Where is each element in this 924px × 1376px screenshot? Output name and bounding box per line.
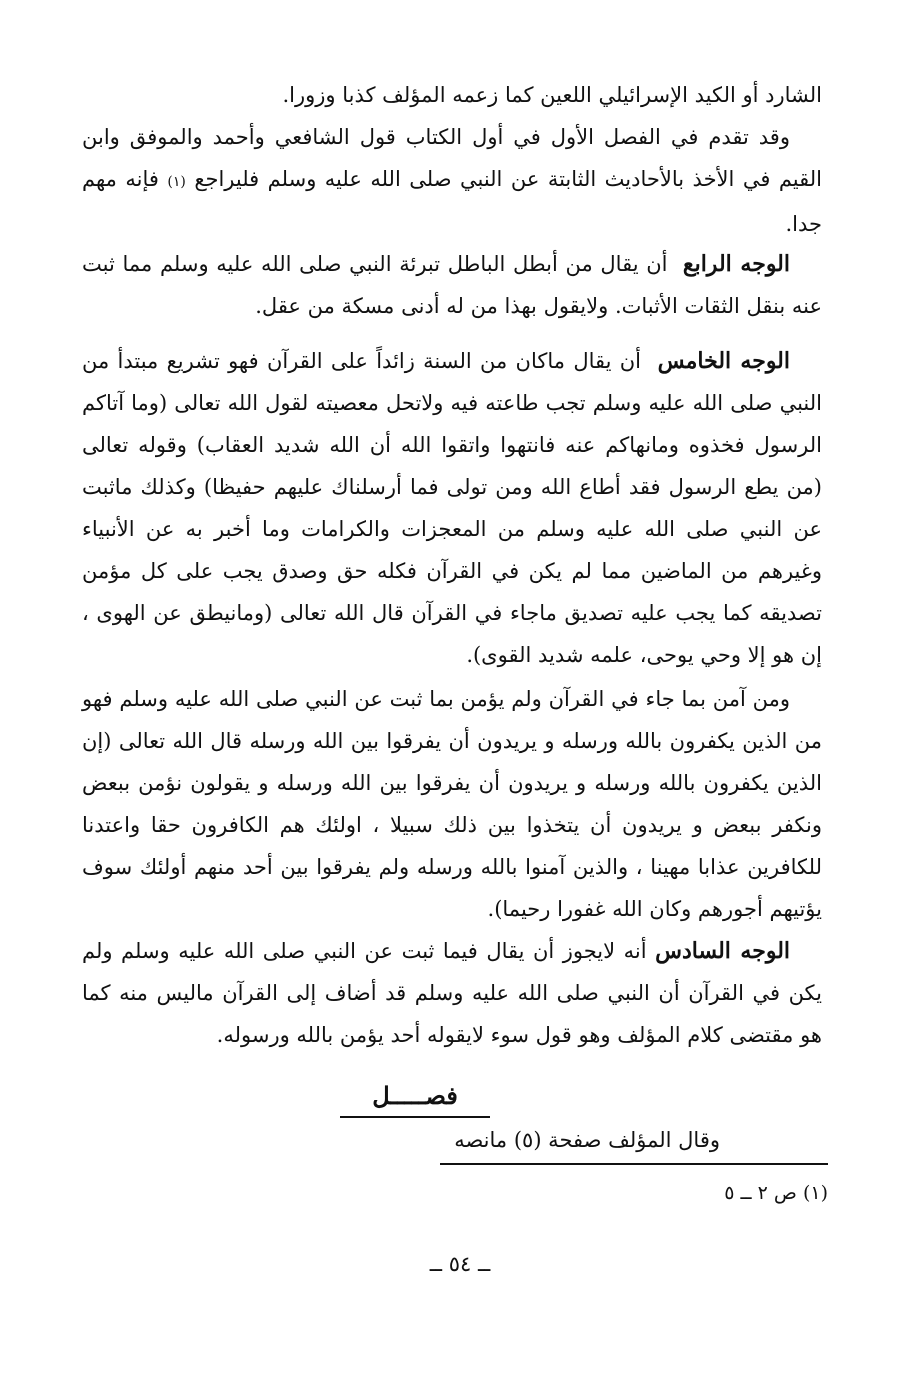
footnote-divider <box>440 1163 828 1165</box>
footnote-reference: (١) <box>167 174 186 190</box>
sixth-aspect-heading: الوجه السادس <box>655 938 791 964</box>
paragraph-fifth-aspect <box>82 340 822 676</box>
sixth-aspect-text: أنه لايجوز أن يقال فيما ثبت عن النبي صلى الله عليه وسلم ولم يكن في القرآن أن النبي صلى الله عليه وسلم قد أضاف إلى القرآن ماليس منه كما هو مقتضى كلام المؤلف وهو قول سوء لايقوله أحد يؤمن بالله ورسوله. <box>82 939 822 1047</box>
paragraph-2-tail: فإنه مهم جدا. <box>82 167 822 236</box>
fifth-aspect-heading: الوجه الخامس <box>657 348 790 374</box>
section-title: فصـــــل <box>340 1076 490 1118</box>
paragraph-2 <box>82 116 822 245</box>
paragraph-fourth-aspect <box>82 243 822 327</box>
paragraph-5 <box>82 678 822 930</box>
paragraph-2-text: وقد تقدم في الفصل الأول في أول الكتاب قول الشافعي وأحمد والموفق وابن القيم في الأخذ بالأحاديث الثابتة عن النبي صلى الله عليه وسلم فليراجع <box>82 125 822 191</box>
fourth-aspect-heading: الوجه الرابع <box>682 251 790 277</box>
paragraph-sixth-aspect <box>82 930 822 1056</box>
paragraph-1-text: الشارد أو الكيد الإسرائيلي اللعين كما زعمه المؤلف كذبا وزورا. <box>282 83 822 107</box>
fifth-aspect-text: أن يقال ماكان من السنة زائداً على القرآن فهو تشريع مبتدأ من النبي صلى الله عليه وسلم تجب طاعته فيه ولاتحل معصيته لقول الله تعالى (وما آتاكم الرسول فخذوه ومانهاكم عنه فانتهوا واتقوا الله أن الله شديد العقاب) وقوله تعالى (من يطع الرسول فقد أطاع الله ومن تولى فما أرسلناك عليهم حفيظا) وكذلك ماثبت عن النبي صلى الله عليه وسلم من المعجزات والكرامات وما أخبر به عن الأنبياء وغيرهم من الماضين مما لم يكن في القرآن فكله حق وصدق يجب على كل مؤمن تصديقه كما يجب عليه تصديق ماجاء في القرآن قال الله تعالى (ومانيطق عن الهوى ، إن هو إلا وحي يوحى، علمه شديد القوى). <box>82 349 822 667</box>
footnote: (١) ص ٢ ــ ٥ <box>724 1182 828 1204</box>
section-intro-line: وقال المؤلف صفحة (٥) مانصه <box>454 1128 720 1152</box>
page-number: ــ ٥٤ ــ <box>429 1252 491 1276</box>
paragraph-1 <box>82 74 822 116</box>
fourth-aspect-text: أن يقال من أبطل الباطل تبرئة النبي صلى الله عليه وسلم مما ثبت عنه بنقل الثقات الأثبات. ولايقول بهذا من له أدنى مسكة من عقل. <box>82 252 822 318</box>
paragraph-5-text: ومن آمن بما جاء في القرآن ولم يؤمن بما ثبت عن النبي صلى الله عليه وسلم فهو من الذين يكفرون بالله ورسله و يريدون أن يفرقوا بين الله ورسله قال الله تعالى (إن الذين يكفرون بالله ورسله و يريدون أن يفرقوا بين الله ورسله و يقولون نؤمن ببعض ونكفر ببعض و يريدون أن يتخذوا بين ذلك سبيلا ، اولئك هم الكافرون حقا واعتدنا للكافرين عذابا مهينا ، والذين آمنوا بالله ورسله ولم يفرقوا بين أحد منهم أولئك سوف يؤتيهم أجورهم وكان الله غفورا رحيما). <box>82 687 822 921</box>
